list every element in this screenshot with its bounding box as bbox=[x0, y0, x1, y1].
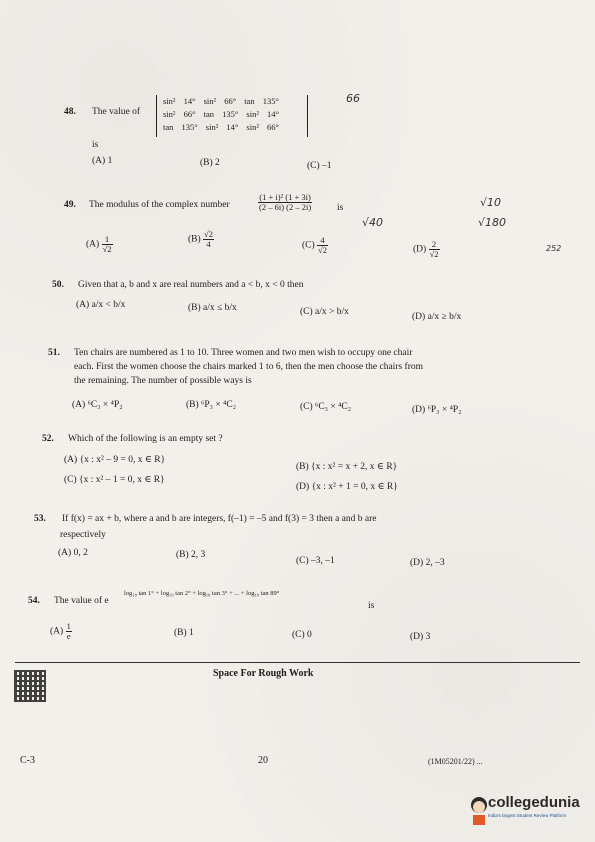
q51-line-1: Ten chairs are numbered as 1 to 10. Three women and two men wish to occupy one chair bbox=[74, 348, 413, 358]
handwritten-note-5: 252 bbox=[546, 244, 562, 253]
q51-number: 51. bbox=[48, 348, 60, 358]
q49-stem: The modulus of the complex number bbox=[89, 200, 230, 210]
q52-number: 52. bbox=[42, 434, 54, 444]
q53-option-d: (D) 2, –3 bbox=[410, 558, 445, 568]
q49-option-a: (A) $\frac{1}{√2}$ bbox=[86, 234, 112, 254]
q48-option-c: (C) –1 bbox=[307, 161, 332, 171]
q51-option-b: (B) ⁶P₃ × ⁴C₂ bbox=[186, 400, 237, 410]
q54-option-c: (C) 0 bbox=[292, 630, 312, 640]
series-code: (1M05201/22) ... bbox=[428, 757, 483, 766]
q48-option-a: (A) 1 bbox=[92, 156, 113, 166]
q54-tail: is bbox=[368, 601, 375, 611]
q49-option-c: (C) $\frac{4}{√2}$ bbox=[302, 235, 327, 255]
logo-wordmark: collegedunia bbox=[488, 794, 580, 811]
q49-option-b: (B) $\frac{√2}{4}$ bbox=[188, 229, 213, 249]
q50-option-a: (A) a/x < b/x bbox=[76, 300, 126, 310]
q48-option-b: (B) 2 bbox=[200, 158, 220, 168]
q54-option-d: (D) 3 bbox=[410, 632, 431, 642]
q51-option-c: (C) ⁶C₃ × ⁴C₂ bbox=[300, 402, 352, 412]
q52-option-b: (B) {x : x² = x + 2, x ∈ R} bbox=[296, 462, 398, 472]
q53-option-b: (B) 2, 3 bbox=[176, 550, 206, 560]
logo-tagline: India's largest Student Review Platform bbox=[488, 813, 567, 818]
q50-option-c: (C) a/x > b/x bbox=[300, 307, 349, 317]
q50-option-d: (D) a/x ≥ b/x bbox=[412, 312, 462, 322]
q51-option-a: (A) ⁶C₃ × ⁴P₂ bbox=[72, 400, 123, 410]
q49-option-d: (D) $\frac{2}{√2}$ bbox=[413, 239, 439, 259]
q48-number: 48. bbox=[64, 107, 76, 117]
q53-option-c: (C) –3, –1 bbox=[296, 556, 335, 566]
q51-option-d: (D) ⁶P₃ × ⁴P₂ bbox=[412, 405, 462, 415]
det-row-3: tan 135° sin² 14° sin² 66° bbox=[163, 122, 279, 132]
paper-code: C-3 bbox=[20, 755, 35, 766]
q54-exponent: log₁₀ tan 1° + log₁₀ tan 2° + log₁₀ tan 3° + ... + log₁₀ tan 89° bbox=[124, 590, 280, 597]
rough-work-divider bbox=[15, 662, 580, 663]
q51-line-3: the remaining. The number of possible ways is bbox=[74, 376, 252, 386]
det-row-2: sin² 66° tan 135° sin² 14° bbox=[163, 109, 279, 119]
q52-stem: Which of the following is an empty set ? bbox=[68, 434, 223, 444]
q50-number: 50. bbox=[52, 280, 64, 290]
det-row-1: sin² 14° sin² 66° tan 135° bbox=[163, 96, 279, 106]
q50-option-b: (B) a/x ≤ b/x bbox=[188, 303, 237, 313]
q52-option-d: (D) {x : x² + 1 = 0, x ∈ R} bbox=[296, 482, 398, 492]
q49-frac-numerator: (1 + i)² (1 + 3i) bbox=[259, 192, 311, 202]
handwritten-note-2: √10 bbox=[480, 196, 502, 209]
handwritten-note-1: 66 bbox=[346, 92, 360, 105]
q54-option-a: (A) $\frac{1}{e}$ bbox=[50, 621, 71, 641]
q52-option-c: (C) {x : x² – 1 = 0, x ∈ R} bbox=[64, 475, 165, 485]
handwritten-note-4: √40 bbox=[362, 216, 384, 229]
q51-line-2: each. First the women choose the chairs marked 1 to 6, then the men choose the chairs from bbox=[74, 362, 424, 372]
page-number: 20 bbox=[258, 755, 268, 766]
q49-fraction bbox=[258, 193, 312, 212]
q53-line-2: respectively bbox=[60, 530, 106, 540]
qr-code-icon bbox=[14, 670, 46, 702]
q49-number: 49. bbox=[64, 200, 76, 210]
q48-stem: The value of bbox=[92, 107, 141, 117]
q54-number: 54. bbox=[28, 596, 40, 606]
q49-tail: is bbox=[337, 203, 344, 213]
q49-frac-denominator: (2 – 6i) (2 – 2i) bbox=[259, 202, 312, 212]
q48-tail: is bbox=[92, 140, 99, 150]
q53-number: 53. bbox=[34, 514, 46, 524]
q53-option-a: (A) 0, 2 bbox=[58, 548, 88, 558]
q52-option-a: (A) {x : x² – 9 = 0, x ∈ R} bbox=[64, 455, 166, 465]
rough-work-heading: Space For Rough Work bbox=[213, 668, 314, 679]
q54-stem: The value of e bbox=[54, 596, 109, 606]
q48-determinant bbox=[156, 95, 308, 137]
q53-line-1: If f(x) = ax + b, where a and b are integers, f(–1) = –5 and f(3) = 3 then a and b are bbox=[62, 514, 377, 524]
handwritten-note-3: √180 bbox=[478, 216, 507, 229]
q50-stem: Given that a, b and x are real numbers and a < b, x < 0 then bbox=[78, 280, 304, 290]
q54-option-b: (B) 1 bbox=[174, 628, 194, 638]
